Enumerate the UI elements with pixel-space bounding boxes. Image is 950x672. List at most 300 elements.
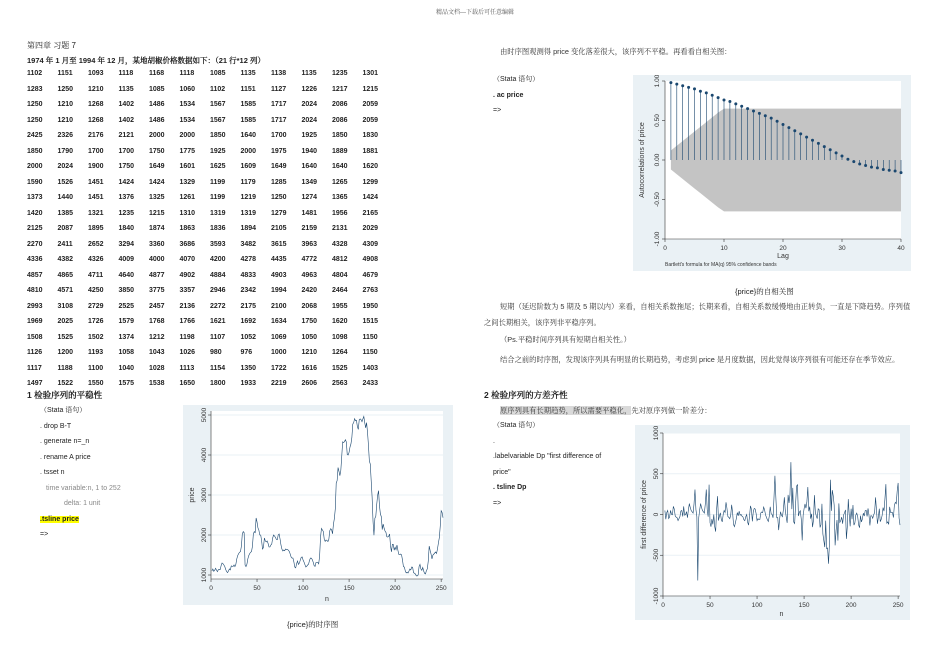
- ps-note: （Ps.平稳时间序列具有短期自相关性。）: [500, 335, 631, 344]
- table-cell: 4309: [362, 240, 379, 248]
- y-axis-label: price: [189, 487, 196, 503]
- table-cell: 1085: [149, 85, 165, 93]
- table-cell: 1310: [179, 209, 196, 217]
- table-cell: 1881: [362, 147, 379, 155]
- table-cell: 1538: [149, 380, 165, 387]
- table-cell: 2086: [332, 116, 348, 124]
- table-cell: 1250: [271, 194, 287, 201]
- table-cell: 4884: [210, 271, 226, 279]
- table-cell: 4908: [362, 256, 379, 263]
- cmd-line: =>: [493, 499, 502, 507]
- table-cell: 2326: [57, 132, 74, 139]
- table-row: [27, 303, 393, 319]
- table-cell: 1750: [149, 147, 165, 155]
- table-cell: 2176: [88, 132, 104, 139]
- table-cell: 3108: [57, 302, 74, 310]
- table-cell: 1285: [271, 178, 287, 186]
- cmd-line: . tsset n: [40, 469, 65, 476]
- table-cell: 1515: [362, 318, 379, 325]
- table-cell: 3686: [179, 240, 196, 248]
- table-cell: 1250: [27, 101, 43, 108]
- table-cell: 1567: [210, 101, 226, 108]
- table-cell: 4009: [118, 256, 135, 263]
- table-cell: 1925: [210, 147, 226, 155]
- cmd-line: （Stata 语句）: [493, 422, 540, 429]
- intro-paragraph: 由时序图观测得 price 变化落差很大，该序列不平稳。再看看自相关图：: [500, 47, 732, 56]
- table-cell: 1098: [332, 333, 348, 341]
- table-cell: 1210: [57, 101, 74, 108]
- table-row: [27, 287, 393, 303]
- table-cell: 1722: [271, 364, 287, 372]
- table-cell: 1620: [332, 318, 348, 325]
- table-cell: 1424: [118, 178, 135, 186]
- table-cell: 1085: [210, 70, 226, 77]
- analysis-paragraph-2: 结合之前的时序图，发现该序列具有明显的长期趋势，考虑到 price 是月度数据，因此觉得该序列很有可能还存在季节效应。: [500, 355, 900, 364]
- table-cell: 1895: [88, 225, 104, 232]
- table-cell: 4902: [179, 271, 196, 279]
- table-cell: 1567: [210, 116, 226, 124]
- table-cell: 1625: [210, 163, 226, 170]
- table-row: [27, 179, 393, 195]
- ts-caption: {price}的时序图: [287, 620, 339, 629]
- x-tick-label: 0: [663, 245, 667, 252]
- table-cell: 1894: [240, 225, 257, 232]
- price-table: [27, 70, 393, 396]
- page-header: 精品文档---下载后可任意编辑: [436, 10, 514, 16]
- table-cell: 1700: [271, 132, 287, 139]
- table-cell: 4326: [88, 256, 104, 263]
- table-cell: 1325: [149, 194, 165, 201]
- acf-point: [817, 142, 820, 145]
- table-cell: 1349: [301, 178, 318, 186]
- cmd-line-highlight: .tsline price: [40, 515, 79, 523]
- y-tick-label: 0.50: [654, 114, 661, 127]
- table-cell: 2175: [240, 302, 257, 310]
- x-tick-label: 250: [435, 585, 447, 592]
- acf-point: [717, 96, 720, 99]
- cmd-output: delta: 1 unit: [64, 500, 101, 507]
- acf-point: [764, 114, 767, 117]
- table-cell: 2165: [362, 209, 379, 217]
- table-cell: 1601: [179, 163, 196, 170]
- table-cell: 4571: [57, 287, 74, 294]
- table-cell: 1497: [27, 380, 43, 387]
- table-cell: 1850: [332, 132, 348, 139]
- table-row: [27, 163, 393, 179]
- acf-point: [894, 170, 897, 173]
- table-cell: 1768: [149, 318, 165, 325]
- x-tick-label: 40: [897, 245, 905, 252]
- table-cell: 1210: [301, 349, 318, 356]
- diff-timeseries-chart: [635, 425, 910, 620]
- table-cell: 1750: [118, 163, 135, 170]
- table-cell: 2087: [57, 225, 74, 232]
- table-cell: 2029: [362, 225, 379, 232]
- table-cell: 1154: [210, 364, 226, 372]
- table-cell: 1301: [362, 70, 379, 77]
- table-cell: 2425: [27, 132, 43, 139]
- table-cell: 1040: [118, 364, 135, 372]
- table-cell: 1525: [332, 364, 348, 372]
- cmd-output: time variable:n, 1 to 252: [46, 484, 121, 492]
- acf-point: [758, 112, 761, 115]
- confidence-band: [671, 109, 901, 212]
- table-cell: 3593: [210, 240, 226, 248]
- table-cell: 3294: [118, 240, 135, 248]
- acf-point: [782, 123, 785, 126]
- y-tick-label: 1000: [201, 567, 208, 583]
- table-cell: 1151: [240, 85, 256, 93]
- table-cell: 1424: [149, 178, 165, 186]
- table-cell: 1863: [179, 225, 196, 232]
- y-tick-label: 5000: [201, 407, 208, 423]
- table-cell: 1168: [149, 70, 165, 77]
- table-cell: 1217: [332, 85, 348, 93]
- acf-point: [752, 110, 755, 113]
- table-cell: 2342: [240, 287, 257, 294]
- table-cell: 1700: [118, 147, 135, 155]
- table-cell: 1640: [332, 163, 348, 170]
- table-cell: 1451: [88, 178, 104, 186]
- table-cell: 2525: [118, 302, 135, 310]
- table-cell: 976: [240, 349, 253, 356]
- table-cell: 2270: [27, 240, 43, 248]
- table-cell: 3357: [179, 287, 196, 294]
- table-cell: 1420: [27, 209, 43, 217]
- acf-point: [799, 132, 802, 135]
- cmd-line: . ac price: [493, 91, 524, 99]
- table-cell: 1955: [332, 302, 348, 310]
- table-cell: 1508: [27, 333, 43, 341]
- table-cell: 1374: [118, 333, 135, 341]
- acf-chart: [633, 75, 911, 271]
- table-cell: 1940: [301, 147, 318, 155]
- table-cell: 2159: [301, 225, 318, 232]
- table-cell: 2946: [210, 287, 226, 294]
- table-cell: 4903: [271, 271, 287, 279]
- acf-point: [711, 94, 714, 97]
- table-cell: 1283: [27, 85, 43, 93]
- table-cell: 3360: [149, 240, 165, 248]
- table-cell: 1424: [362, 194, 379, 201]
- table-cell: 1058: [118, 349, 135, 356]
- table-cell: 3615: [271, 240, 287, 248]
- table-cell: 1250: [27, 116, 43, 124]
- table-cell: 1850: [210, 132, 226, 139]
- acf-point: [728, 100, 731, 103]
- acf-point: [787, 126, 790, 129]
- table-cell: 2272: [210, 302, 226, 310]
- table-cell: 1486: [149, 116, 165, 124]
- table-cell: 4336: [27, 256, 43, 263]
- table-cell: 4000: [149, 256, 165, 263]
- x-tick-label: 50: [253, 585, 261, 592]
- acf-point: [793, 129, 796, 132]
- acf-point: [811, 139, 814, 142]
- table-cell: 1956: [332, 209, 348, 217]
- table-cell: 4865: [57, 271, 74, 279]
- table-cell: 2729: [88, 302, 104, 310]
- table-cell: 1127: [271, 85, 287, 93]
- table-cell: 1026: [179, 349, 196, 356]
- table-cell: 1264: [332, 349, 348, 356]
- table-cell: 1525: [57, 333, 74, 341]
- table-cell: 1279: [271, 209, 287, 217]
- acf-point: [705, 91, 708, 94]
- x-tick-label: 0: [661, 602, 665, 609]
- table-cell: 3850: [118, 287, 135, 294]
- table-cell: 4640: [118, 271, 135, 279]
- table-cell: 1210: [88, 85, 104, 93]
- table-cell: 2457: [149, 302, 165, 310]
- table-cell: 1274: [301, 194, 318, 201]
- cmd-line: . drop B-T: [40, 422, 72, 430]
- table-cell: 1376: [118, 194, 135, 201]
- table-cell: 2000: [27, 163, 43, 170]
- table-cell: 2086: [332, 101, 348, 108]
- table-cell: 1235: [332, 70, 348, 77]
- x-tick-label: 150: [798, 602, 810, 609]
- table-row: [27, 318, 393, 334]
- table-row: [27, 117, 393, 133]
- table-cell: 1268: [88, 101, 104, 108]
- cmd-line: =>: [493, 107, 502, 114]
- table-cell: 1766: [179, 318, 196, 325]
- table-cell: 1717: [271, 101, 287, 108]
- table-cell: 2411: [57, 240, 73, 248]
- cmd-line: .: [493, 437, 495, 445]
- table-cell: 1975: [271, 147, 287, 155]
- acf-point: [846, 158, 849, 161]
- table-cell: 4328: [332, 240, 348, 248]
- x-tick-label: 150: [343, 585, 355, 592]
- table-cell: 2000: [240, 147, 257, 155]
- table-cell: 1502: [88, 333, 104, 341]
- table-cell: 1135: [301, 70, 317, 77]
- table-cell: 1100: [88, 364, 104, 372]
- acf-point: [740, 105, 743, 108]
- acf-point: [841, 155, 844, 158]
- table-cell: 1373: [27, 194, 43, 201]
- table-cell: 1179: [240, 178, 256, 186]
- table-cell: 2763: [362, 287, 379, 294]
- table-cell: 980: [210, 349, 222, 356]
- acf-point: [770, 117, 773, 120]
- acf-point: [882, 168, 885, 171]
- table-cell: 1717: [271, 116, 287, 124]
- cmd-line: . rename A price: [40, 453, 91, 461]
- y-axis-label: first difference of price: [641, 480, 648, 549]
- table-cell: 1649: [149, 163, 165, 170]
- acf-point: [776, 120, 779, 123]
- table-cell: 1889: [332, 147, 348, 155]
- y-tick-label: 1.00: [654, 75, 661, 88]
- left-column: [27, 40, 467, 396]
- acf-point: [681, 84, 684, 87]
- table-cell: 1319: [210, 209, 226, 217]
- y-tick-label: -1000: [653, 587, 660, 605]
- cmd-line: =>: [40, 531, 49, 538]
- table-cell: 2000: [149, 132, 165, 139]
- table-row: [27, 148, 393, 164]
- table-cell: 3963: [301, 240, 318, 248]
- table-cell: 2652: [88, 240, 104, 248]
- x-tick-label: 0: [209, 585, 213, 592]
- cmd-line: . generate n=_n: [40, 438, 90, 445]
- section-2-title: 2 检验序列的方差齐性: [484, 390, 568, 400]
- section-1-title: 1 检验序列的平稳性: [27, 390, 103, 400]
- table-cell: 2464: [332, 287, 348, 294]
- table-cell: 1118: [179, 70, 195, 77]
- table-cell: 1522: [57, 380, 74, 387]
- table-cell: 1043: [149, 349, 165, 356]
- table-cell: 1726: [88, 318, 104, 325]
- acf-point: [829, 148, 832, 151]
- table-cell: 1830: [362, 132, 379, 139]
- table-cell: 1534: [179, 116, 196, 124]
- table-cell: 1365: [332, 194, 348, 201]
- table-cell: 1319: [240, 209, 257, 217]
- table-cell: 1210: [57, 116, 74, 124]
- table-cell: 1634: [271, 318, 287, 325]
- table-cell: 1299: [362, 178, 379, 186]
- acf-point: [669, 81, 672, 84]
- y-tick-label: 4000: [201, 447, 208, 463]
- acf-point: [876, 166, 879, 169]
- table-cell: 1640: [301, 163, 318, 170]
- acf-point: [699, 90, 702, 93]
- table-cell: 2024: [57, 163, 74, 170]
- acf-point: [852, 160, 855, 163]
- table-cell: 1060: [179, 85, 196, 93]
- table-cell: 1836: [210, 225, 226, 232]
- table-cell: 1790: [57, 147, 74, 155]
- table-cell: 1028: [149, 364, 165, 372]
- table-cell: 1800: [210, 380, 226, 387]
- table-cell: 2136: [179, 302, 196, 310]
- x-tick-label: 200: [389, 585, 401, 592]
- stata-cmd-block-1: [40, 403, 121, 543]
- table-cell: 1250: [57, 85, 74, 93]
- acf-point: [823, 145, 826, 148]
- table-cell: 1994: [271, 287, 287, 294]
- table-cell: 1102: [27, 70, 43, 77]
- x-tick-label: 250: [892, 602, 904, 609]
- table-cell: 2024: [301, 101, 318, 108]
- cmd-line: price": [493, 468, 511, 476]
- chapter-title: 第四章 习题 7: [27, 41, 76, 50]
- table-cell: 4804: [332, 271, 348, 279]
- table-cell: 1616: [301, 364, 318, 372]
- table-cell: 2131: [332, 225, 348, 232]
- table-cell: 1950: [362, 302, 379, 310]
- table-cell: 1750: [301, 318, 318, 325]
- table-cell: 1000: [271, 349, 287, 356]
- table-cell: 4200: [210, 256, 226, 263]
- table-cell: 1093: [88, 70, 104, 77]
- analysis-paragraph-3: [500, 403, 712, 419]
- acf-point: [675, 83, 678, 86]
- acf-caption: {price}的自相关图: [735, 287, 794, 296]
- table-cell: 4382: [57, 256, 74, 263]
- table-cell: 1113: [179, 364, 195, 372]
- y-tick-label: -500: [653, 548, 660, 562]
- analysis-paragraph-1: 短期（延迟阶数为 5 期及 5 期以内）来看，自相关系数拖尾；长期来看，自相关系数缓慢地由正转负，一直是下降趋势。序列值之间长期相关，该序列非平稳序列。: [484, 302, 911, 327]
- table-cell: 1193: [88, 349, 104, 356]
- table-cell: 1579: [118, 318, 135, 325]
- table-cell: 1649: [271, 163, 287, 170]
- table-cell: 1969: [27, 318, 43, 325]
- table-cell: 1933: [240, 380, 257, 387]
- chart-note: Bartlett's formula for MA(q) 95% confidence bands: [665, 262, 777, 268]
- acf-point: [734, 102, 737, 105]
- table-cell: 2125: [27, 225, 43, 232]
- table-cell: 1107: [210, 333, 226, 341]
- table-cell: 2993: [27, 302, 43, 310]
- table-cell: 3775: [149, 287, 165, 294]
- table-cell: 2606: [301, 380, 318, 387]
- table-row: [27, 101, 393, 117]
- table-cell: 1268: [88, 116, 104, 124]
- table-cell: 1052: [240, 333, 257, 341]
- paragraph-text: 先对原序列做一阶差分：: [631, 406, 712, 415]
- table-cell: 1900: [88, 163, 104, 170]
- table-cell: 4070: [179, 256, 196, 263]
- table-row: [27, 132, 393, 148]
- table-cell: 1526: [57, 178, 74, 186]
- table-cell: 1199: [210, 178, 226, 186]
- table-cell: 1118: [118, 70, 134, 77]
- table-row: [27, 86, 393, 102]
- table-cell: 1402: [118, 116, 135, 124]
- cmd-line: .labelvariable Dp "first difference of: [493, 453, 602, 460]
- y-tick-label: 2000: [201, 527, 208, 543]
- table-cell: 4278: [240, 256, 257, 263]
- table-row: [27, 365, 393, 381]
- table-cell: 1874: [149, 225, 165, 232]
- table-cell: 4810: [27, 287, 43, 294]
- table-cell: 1219: [240, 194, 257, 201]
- table-cell: 1265: [332, 178, 348, 186]
- table-cell: 1640: [240, 132, 257, 139]
- acf-point: [723, 98, 726, 101]
- table-cell: 1692: [240, 318, 257, 325]
- table-cell: 2219: [271, 380, 287, 387]
- table-title: 1974 年 1 月至 1994 年 12 月，某地胡椒价格数据如下：（21 行*12 列）: [27, 56, 265, 65]
- table-cell: 1215: [362, 85, 379, 93]
- table-cell: 1451: [88, 194, 104, 201]
- table-cell: 2100: [271, 302, 287, 310]
- table-cell: 1188: [57, 364, 73, 372]
- table-cell: 2000: [179, 132, 196, 139]
- acf-point: [870, 166, 873, 169]
- table-cell: 1385: [57, 209, 74, 217]
- y-axis-label: Autocorrelations of price: [639, 122, 646, 198]
- table-cell: 1621: [210, 318, 226, 325]
- x-axis-label: n: [779, 611, 784, 618]
- highlighted-text: 原序列具有长期趋势，所以需要平稳化，: [500, 406, 632, 415]
- x-tick-label: 30: [838, 245, 846, 252]
- y-tick-label: 500: [653, 468, 660, 480]
- table-cell: 1585: [240, 101, 257, 108]
- table-cell: 4857: [27, 271, 43, 279]
- table-cell: 1775: [179, 147, 196, 155]
- x-tick-label: 20: [779, 245, 787, 252]
- stata-cmd-block-2: [493, 72, 539, 119]
- x-tick-label: 50: [706, 602, 714, 609]
- acf-point: [835, 151, 838, 154]
- table-cell: 1585: [240, 116, 257, 124]
